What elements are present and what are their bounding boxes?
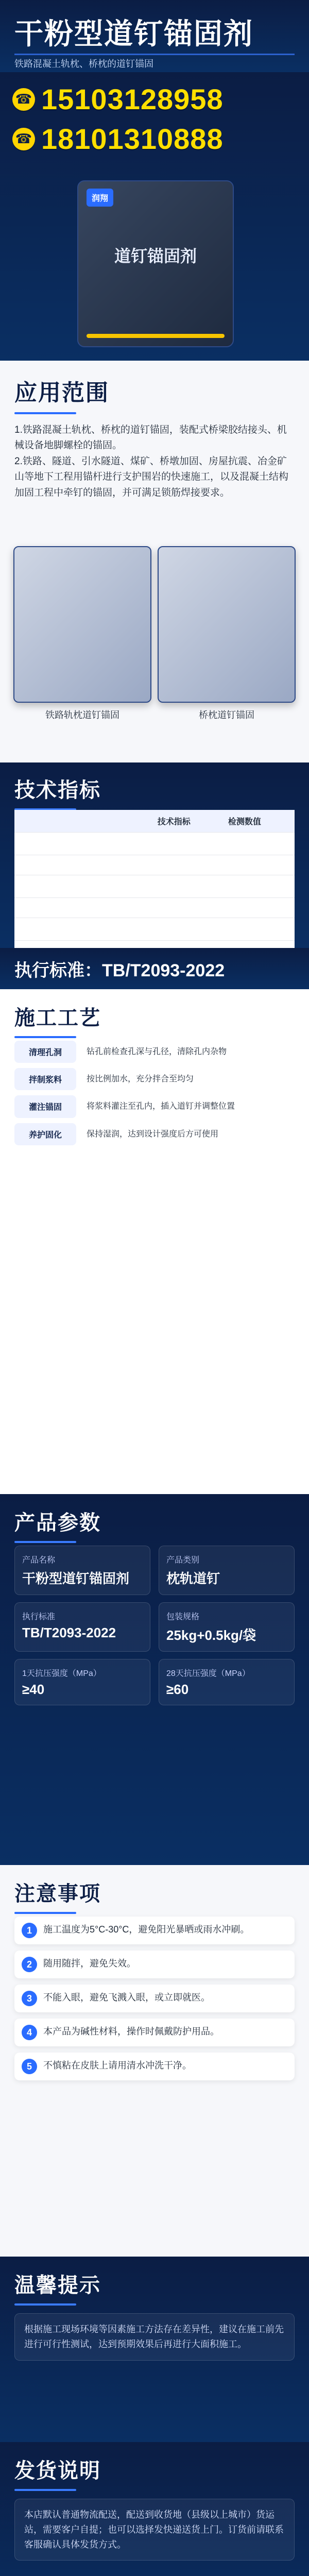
param-28d-value: ≥60 <box>166 1682 189 1697</box>
process-step-name-4: 养护固化 <box>14 1123 76 1145</box>
scope-title: 应用范围 <box>14 380 109 405</box>
note-number: 2 <box>22 1957 37 1972</box>
shipping-rule <box>14 2489 76 2491</box>
cell: 28d <box>116 898 153 918</box>
scope-caption-2: 桥枕道钉锚固 <box>199 710 254 720</box>
reminder-rule <box>14 2303 76 2306</box>
process-title: 施工工艺 <box>14 1007 101 1029</box>
table-row <box>14 855 295 875</box>
cell: 竖向膨胀率 % <box>14 918 116 941</box>
param-1d <box>14 1659 150 1705</box>
reminder-text: 根据施工现场环境等因素施工方法存在差异性，建议在施工前先进行可行性测试，达到预期效果后再进行大面积施工。 <box>14 2313 295 2361</box>
cell: 0.04 <box>224 918 295 941</box>
bag-product-name: 道钉锚固剂 <box>114 247 197 265</box>
phone-number-2[interactable]: 18101310888 <box>41 123 224 155</box>
params-title: 产品参数 <box>14 1512 101 1534</box>
cell: > 20 <box>153 855 224 875</box>
process-section <box>0 989 309 1494</box>
param-name-label: 产品名称 <box>22 1556 56 1565</box>
standard-bar <box>0 948 309 989</box>
params-rule <box>14 1541 76 1543</box>
param-pack <box>159 1602 295 1652</box>
param-standard-label: 执行标准 <box>22 1613 56 1621</box>
process-step-2 <box>14 1068 295 1090</box>
cell: > 10 <box>153 833 224 855</box>
cell: > 0.02 <box>153 918 224 941</box>
param-type-value: 枕轨道钉 <box>166 1571 220 1586</box>
page-title-text: 干粉型道钉锚固剂 <box>14 18 253 50</box>
params-section <box>0 1494 309 1865</box>
cell: 24h <box>116 875 153 898</box>
tech-table <box>14 810 295 963</box>
param-type-label: 产品类别 <box>166 1556 200 1565</box>
process-step-4 <box>14 1123 295 1145</box>
param-28d <box>159 1659 295 1705</box>
param-name-value: 干粉型道钉锚固剂 <box>22 1571 130 1586</box>
param-pack-value: 25kg+0.5kg/袋 <box>166 1628 256 1643</box>
note-number: 4 <box>22 2025 37 2040</box>
cell: 62 <box>224 898 295 918</box>
note-text-4: 本产品为碱性材料，操作时佩戴防护用品。 <box>43 2026 219 2037</box>
reminder-title: 温馨提示 <box>14 2274 101 2297</box>
cell: 初凝时间 min <box>14 833 116 855</box>
params-grid <box>14 1546 295 1705</box>
process-step-name-3: 灌注锚固 <box>14 1095 76 1117</box>
note-text-1: 施工温度为5°C-30°C，避免阳光暴晒或雨水冲刷。 <box>43 1924 250 1935</box>
note-item-4 <box>14 2019 295 2046</box>
notes-title: 注意事项 <box>14 1883 101 1905</box>
cell: > 60 <box>153 898 224 918</box>
note-number: 3 <box>22 1991 37 2006</box>
tech-header-3: 检测数值 <box>224 810 295 833</box>
process-step-1 <box>14 1041 295 1063</box>
note-number: 1 <box>22 1923 37 1938</box>
tech-title: 技术指标 <box>14 779 101 802</box>
cell <box>116 833 153 855</box>
shipping-section <box>0 2442 309 2576</box>
cell: MPa <box>14 898 116 918</box>
note-text-5: 不慎粘在皮肤上请用清水冲洗干净。 <box>43 2060 192 2071</box>
product-bag <box>77 180 234 347</box>
note-item-2 <box>14 1951 295 1978</box>
tech-section <box>0 762 309 948</box>
cell <box>14 855 116 875</box>
notes-section <box>0 1865 309 2257</box>
process-step-desc-4: 保持湿润，达到设计强度后方可使用 <box>81 1123 295 1145</box>
cell: 24 <box>224 855 295 875</box>
note-item-1 <box>14 1917 295 1944</box>
shipping-title: 发货说明 <box>14 2460 101 2482</box>
phone-2[interactable] <box>12 122 224 156</box>
tech-header-2: 技术指标 <box>153 810 224 833</box>
param-1d-label: 1天抗压强度（MPa） <box>22 1669 101 1678</box>
tech-header-0 <box>14 810 116 833</box>
phone-icon: ☎ <box>12 88 35 111</box>
table-row <box>14 898 295 918</box>
header <box>0 0 309 72</box>
header-divider <box>14 54 295 55</box>
process-table <box>14 1041 295 1145</box>
reminder-section <box>0 2257 309 2442</box>
cell: > 40 <box>153 875 224 898</box>
scope-paragraph: 1.铁路混凝土轨枕、桥枕的道钉锚固，装配式桥梁胶结接头、机械设备地脚螺栓的锚固。 2.铁路、隧道、引水隧道、煤矿、桥墩加固、房屋抗震、冶金矿山等地下工程用锚杆进行支护围岩的快速施工，以及混凝土结构加固工程中牵钉的锚固，并可满足锁筋焊接要求。 <box>14 425 289 498</box>
note-item-5 <box>14 2053 295 2080</box>
bag-stripe <box>87 334 225 338</box>
note-text-3: 不能入眼，避免飞溅入眼，或立即就医。 <box>43 1992 210 2003</box>
note-text-2: 随用随拌，避免失效。 <box>43 1958 136 1969</box>
header-subtitle: 铁路混凝土轨枕、桥枕的道钉锚固 <box>14 59 153 69</box>
scope-images <box>14 546 295 732</box>
hero <box>0 72 309 361</box>
standard-label: 执行标准：TB/T2093-2022 <box>14 961 225 980</box>
process-step-desc-3: 将浆料灌注至孔内，插入道钉并调整位置 <box>81 1095 295 1117</box>
scope-caption-1: 铁路轨枕道钉锚固 <box>45 710 119 720</box>
page-title <box>14 11 253 53</box>
bag-brand: 润翔 <box>87 189 113 207</box>
param-standard-value: TB/T2093-2022 <box>22 1625 116 1640</box>
tech-header-1 <box>116 810 153 833</box>
scope-rule <box>14 412 76 414</box>
param-type <box>159 1546 295 1595</box>
notes-list <box>14 1917 295 2080</box>
param-28d-label: 28天抗压强度（MPa） <box>166 1669 250 1678</box>
note-item-3 <box>14 1985 295 2012</box>
table-row <box>14 875 295 898</box>
notes-rule <box>14 1912 76 1914</box>
param-1d-value: ≥40 <box>22 1682 45 1697</box>
process-step-desc-1: 钻孔前检查孔深与孔径，清除孔内杂物 <box>81 1041 295 1063</box>
process-rule <box>14 1036 76 1038</box>
param-name <box>14 1546 150 1595</box>
cell: 2h <box>116 855 153 875</box>
cell: 抗压强度 <box>14 875 116 898</box>
process-step-desc-2: 按比例加水，充分拌合至均匀 <box>81 1068 295 1090</box>
phone-1[interactable] <box>12 82 224 116</box>
process-step-3 <box>14 1095 295 1117</box>
process-step-name-1: 清理孔洞 <box>14 1041 76 1063</box>
cell: 13 <box>224 833 295 855</box>
note-number: 5 <box>22 2059 37 2074</box>
param-standard <box>14 1602 150 1652</box>
phone-number-1[interactable]: 15103128958 <box>41 83 224 115</box>
phone-list <box>12 82 224 156</box>
shipping-text: 本店默认普通物流配送，配送到收货地（县级以上城市）货运站，需要客户自提；也可以选择发快递送货上门。订货前请联系客服确认具体发货方式。 <box>14 2499 295 2561</box>
table-row <box>14 918 295 941</box>
phone-icon: ☎ <box>12 128 35 150</box>
cell: 3d <box>116 918 153 941</box>
scope-image-2 <box>159 546 295 732</box>
cell: 43 <box>224 875 295 898</box>
scope-section <box>0 361 309 762</box>
table-row <box>14 833 295 855</box>
scope-image-1 <box>14 546 150 732</box>
process-step-name-2: 拌制浆料 <box>14 1068 76 1090</box>
param-pack-label: 包装规格 <box>166 1613 200 1621</box>
tech-table-wrap <box>14 810 295 963</box>
